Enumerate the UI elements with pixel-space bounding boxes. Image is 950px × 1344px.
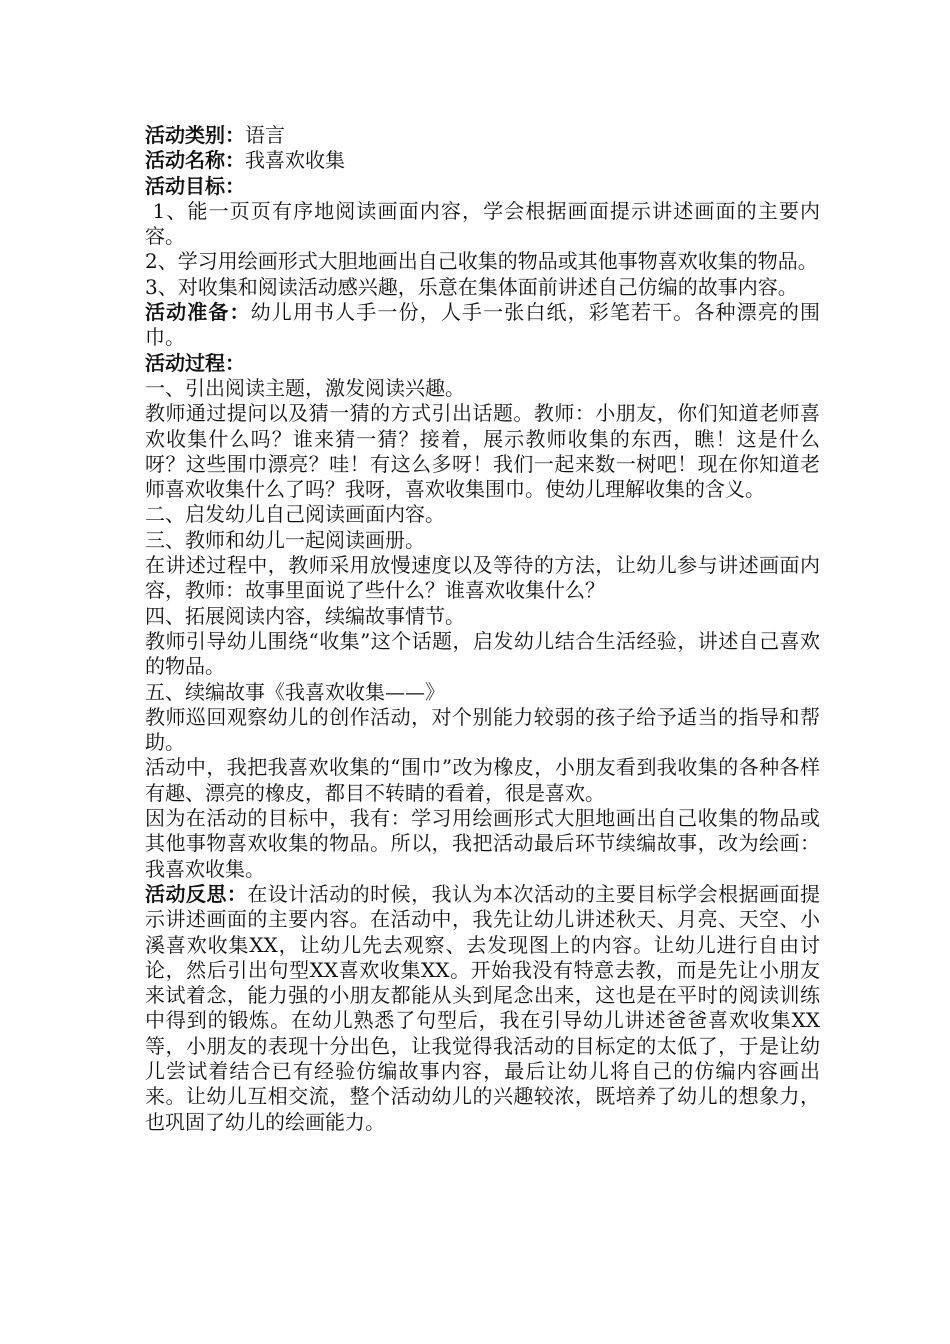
activity-name-label: 活动名称： [145,148,245,173]
category-line [145,123,820,148]
activity-name-line [145,148,820,173]
category-label: 活动类别： [145,123,245,147]
process-label: 活动过程： [145,350,245,375]
reflection-paragraph [145,882,820,1135]
goal-item: 1、能一页页有序地阅读画面内容，学会根据画面提示讲述画面的主要内容。 [145,198,820,249]
process-step-title: 二、启发幼儿自己阅读画面内容。 [145,502,445,527]
goal-item: 3、对收集和阅读活动感兴趣，乐意在集体面前讲述自己仿编的故事内容。 [145,274,798,299]
process-step-title: 一、引出阅读主题，激发阅读兴趣。 [145,375,465,400]
preparation-label: 活动准备： [145,300,251,325]
process-heading [145,351,820,376]
preparation-line [145,300,820,351]
preparation-value: 幼儿用书人手一份，人手一张白纸，彩笔若干。各种漂亮的围巾。 [145,300,821,350]
goals-label: 活动目标： [145,173,245,198]
process-paragraph: 因为在活动的目标中，我有：学习用绘画形式大胆地画出自己收集的物品或其他事物喜欢收集的物品。所以，我把活动最后环节续编故事，改为绘画：我喜欢收集。 [145,806,820,881]
process-step-title: 三、教师和幼儿一起阅读画册。 [145,527,425,552]
process-step-title: 四、拓展阅读内容，续编故事情节。 [145,603,465,628]
reflection-label: 活动反思： [145,881,248,906]
process-paragraph: 教师通过提问以及猜一猜的方式引出话题。教师：小朋友，你们知道老师喜欢收集什么吗？谁来猜一猜？接着，展示教师收集的东西，瞧！这是什么呀？这些围巾漂亮？哇！有这么多呀！我们一起来数一树吧！现在你知道老师喜欢收集什么了吗？我呀，喜欢收集围巾。使幼儿理解收集的含义。 [145,401,820,502]
document-body [145,123,820,1135]
goals-heading [145,174,820,199]
reflection-value: 在设计活动的时候，我认为本次活动的主要目标学会根据画面提示讲述画面的主要内容。在活动中，我先让幼儿讲述秋天、月亮、天空、小溪喜欢收集XX，让幼儿先去观察、去发现图上的内容。让幼儿进行自由讨论，然后引出句型XX喜欢收集XX。开始我没有特意去教，而是先让小朋友来试着念，能力强的小朋友都能从头到尾念出来，这也是在平时的阅读训练中得到的锻炼。在幼儿熟悉了句型后，我在引导幼儿讲述爸爸喜欢收集XX等，小朋友的表现十分出色，让我觉得我活动的目标定的太低了，于是让幼儿尝试着结合已有经验仿编故事内容，最后让幼儿将自己的仿编内容画出来。让幼儿互相交流，整个活动幼儿的兴趣较浓，既培养了幼儿的想象力，也巩固了幼儿的绘画能力。 [145,881,820,1134]
process-paragraph: 教师引导幼儿围绕“收集”这个话题，启发幼儿结合生活经验，讲述自己喜欢的物品。 [145,628,820,679]
activity-name-value: 我喜欢收集 [245,148,345,173]
process-paragraph: 活动中，我把我喜欢收集的“围巾”改为橡皮，小朋友看到我收集的各种各样有趣、漂亮的橡皮，都目不转睛的看着，很是喜欢。 [145,755,820,805]
category-value: 语言 [245,123,285,147]
process-paragraph: 教师巡回观察幼儿的创作活动，对个别能力较弱的孩子给予适当的指导和帮助。 [145,704,820,755]
goal-item: 2、学习用绘画形式大胆地画出自己收集的物品或其他事物喜欢收集的物品。 [145,249,818,274]
process-paragraph: 在讲述过程中，教师采用放慢速度以及等待的方法，让幼儿参与讲述画面内容，教师：故事里面说了些什么？谁喜欢收集什么？ [145,553,820,603]
process-step-title: 五、续编故事《我喜欢收集——》 [145,679,445,704]
